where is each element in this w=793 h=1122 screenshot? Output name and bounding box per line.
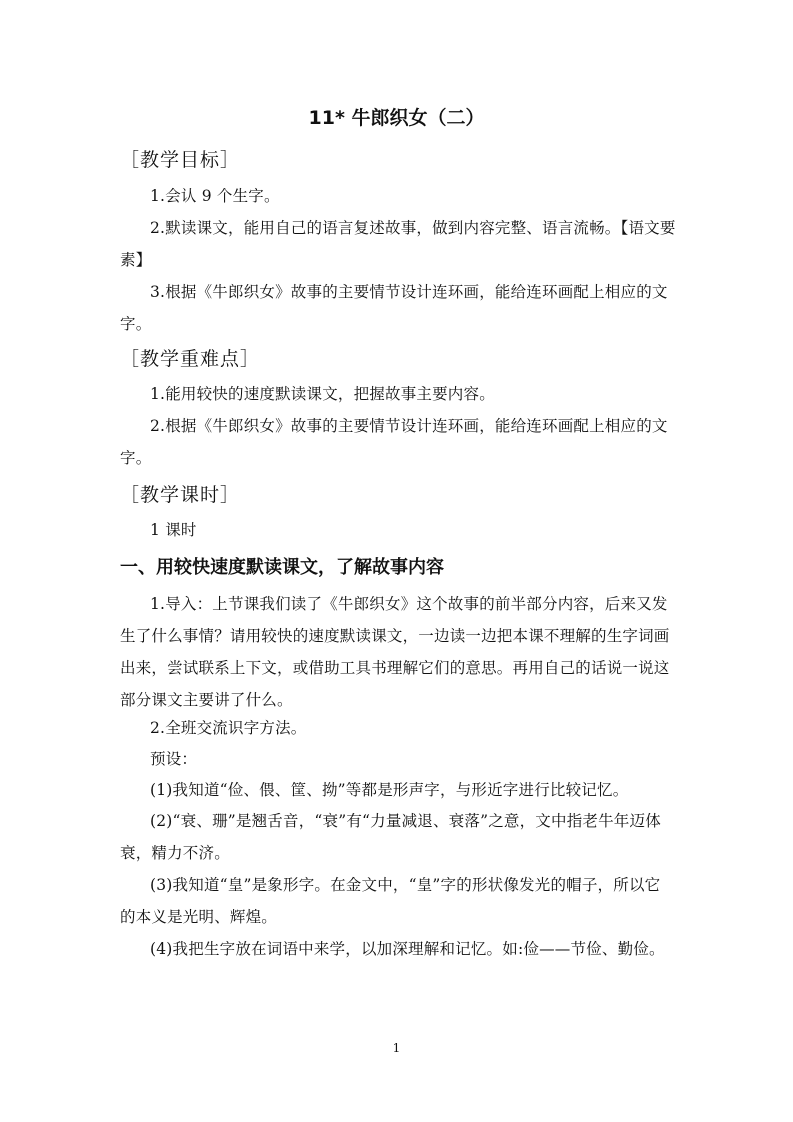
goal-item-1: 1.会认 9 个生字。 [150,187,280,205]
paragraph-item-2: (2)“衰、珊”是翘舌音，“衰”有“力量减退、衰落”之意，文中指老牛年迈体衰，精力不济。 [120,812,661,862]
paragraph-preset: 预设： [150,750,198,768]
page-number: 1 [392,1041,401,1055]
heading-periods: ［教学课时］ [120,484,241,506]
heading-teaching-goals: ［教学目标］ [120,149,241,171]
key-point-1: 1.能用较快的速度默读课文，把握故事主要内容。 [150,385,495,403]
section-title: 一、用较快速度默读课文，了解故事内容 [120,557,444,578]
heading-key-points: ［教学重难点］ [120,348,261,370]
paragraph-intro: 1.导入：上节课我们读了《牛郎织女》这个故事的前半部分内容，后来又发生了什么事情？请用较快的速度默读课文，一边读一边把本课不理解的生字词画出来，尝试联系上下文，或借助工具书理解它们的意思。再用自己的话说一说这部分课文主要讲了什么。 [120,595,670,709]
key-point-2: 2.根据《牛郎织女》故事的主要情节设计连环画，能给连环画配上相应的文字。 [120,417,668,467]
paragraph-item-3: (3)我知道“皇”是象形字。在金文中，“皇”字的形状像发光的帽子，所以它的本义是光明、辉煌。 [120,876,661,926]
paragraph-item-1: (1)我知道“俭、偎、筐、拗”等都是形声字，与形近字进行比较记忆。 [150,781,629,799]
periods-value: 1 课时 [150,521,197,539]
goal-item-3: 3.根据《牛郎织女》故事的主要情节设计连环画，能给连环画配上相应的文字。 [120,283,668,333]
paragraph-exchange: 2.全班交流识字方法。 [150,719,307,737]
paragraph-item-4: (4)我把生字放在词语中来学，以加深理解和记忆。如:俭——节俭、勤俭。 [150,940,665,958]
document-title: 11* 牛郎织女（二） [308,107,485,129]
goal-item-2: 2.默读课文，能用自己的语言复述故事，做到内容完整、语言流畅。【语文要素】 [120,219,676,269]
